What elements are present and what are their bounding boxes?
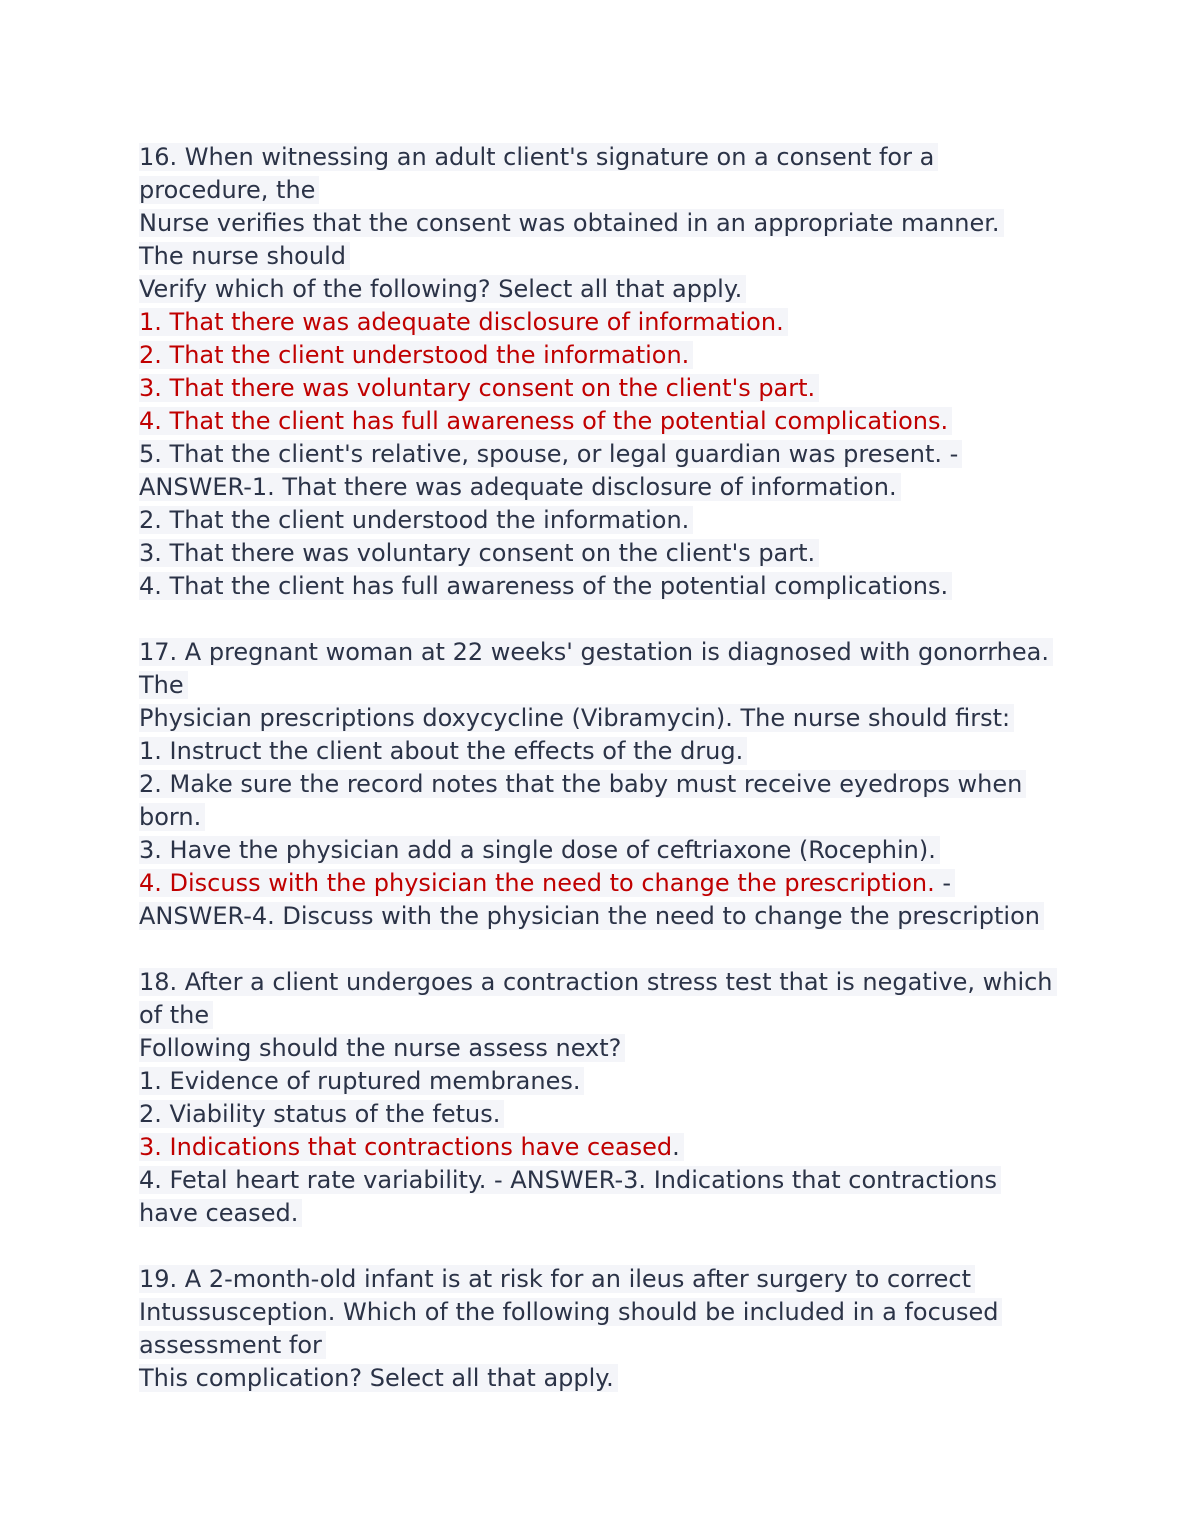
paragraph-spacer — [139, 1230, 1059, 1263]
question-16-stem-line: 16. When witnessing an adult client's signature on a consent for a — [139, 141, 1059, 174]
question-17-stem-line: Physician prescriptions doxycycline (Vibramycin). The nurse should first: — [139, 702, 1059, 735]
question-18-correct-option: 3. Indications that contractions have ceased. — [139, 1131, 1059, 1164]
question-19-stem-line: assessment for — [139, 1329, 1059, 1362]
question-17-option: 1. Instruct the client about the effects of the drug. — [139, 735, 1059, 768]
paragraph-spacer — [139, 603, 1059, 636]
question-16-answer-line: 4. That the client has full awareness of the potential complications. — [139, 570, 1059, 603]
question-16-answer-line: ANSWER-1. That there was adequate disclosure of information. — [139, 471, 1059, 504]
question-16-answer-line: 3. That there was voluntary consent on the client's part. — [139, 537, 1059, 570]
question-16-stem-line: procedure, the — [139, 174, 1059, 207]
question-18-answer-line: 4. Fetal heart rate variability. - ANSWER-3. Indications that contractions — [139, 1164, 1059, 1197]
question-16-option-5: 5. That the client's relative, spouse, or legal guardian was present. - — [139, 438, 1059, 471]
question-16-stem-line: The nurse should — [139, 240, 1059, 273]
question-16-correct-option: 2. That the client understood the information. — [139, 339, 1059, 372]
question-17-option: 3. Have the physician add a single dose of ceftriaxone (Rocephin). — [139, 834, 1059, 867]
question-17-answer: ANSWER-4. Discuss with the physician the need to change the prescription — [139, 900, 1059, 933]
question-18-stem-line: of the — [139, 999, 1059, 1032]
question-18-stem-line: Following should the nurse assess next? — [139, 1032, 1059, 1065]
question-16-stem-line: Verify which of the following? Select all that apply. — [139, 273, 1059, 306]
question-18-option: 2. Viability status of the fetus. — [139, 1098, 1059, 1131]
question-19 — [139, 1263, 1059, 1395]
question-19-stem-line: Intussusception. Which of the following should be included in a focused — [139, 1296, 1059, 1329]
question-17-stem-line: The — [139, 669, 1059, 702]
question-17 — [139, 636, 1059, 933]
question-17-option: born. — [139, 801, 1059, 834]
question-16-answer-line: 2. That the client understood the information. — [139, 504, 1059, 537]
question-16-stem-line: Nurse verifies that the consent was obtained in an appropriate manner. — [139, 207, 1059, 240]
document-page — [139, 141, 1059, 1395]
paragraph-spacer — [139, 933, 1059, 966]
question-17-option: 2. Make sure the record notes that the baby must receive eyedrops when — [139, 768, 1059, 801]
question-18-stem-line: 18. After a client undergoes a contraction stress test that is negative, which — [139, 966, 1059, 999]
question-18 — [139, 966, 1059, 1230]
question-17-correct-option: 4. Discuss with the physician the need to change the prescription. - — [139, 867, 1059, 900]
question-16-correct-option: 4. That the client has full awareness of the potential complications. — [139, 405, 1059, 438]
question-17-stem-line: 17. A pregnant woman at 22 weeks' gestation is diagnosed with gonorrhea. — [139, 636, 1059, 669]
question-19-stem-line: 19. A 2-month-old infant is at risk for an ileus after surgery to correct — [139, 1263, 1059, 1296]
question-18-option: 1. Evidence of ruptured membranes. — [139, 1065, 1059, 1098]
question-16 — [139, 141, 1059, 603]
question-19-stem-line: This complication? Select all that apply. — [139, 1362, 1059, 1395]
question-18-answer-line: have ceased. — [139, 1197, 1059, 1230]
question-16-correct-option: 3. That there was voluntary consent on the client's part. — [139, 372, 1059, 405]
question-16-correct-option: 1. That there was adequate disclosure of information. — [139, 306, 1059, 339]
